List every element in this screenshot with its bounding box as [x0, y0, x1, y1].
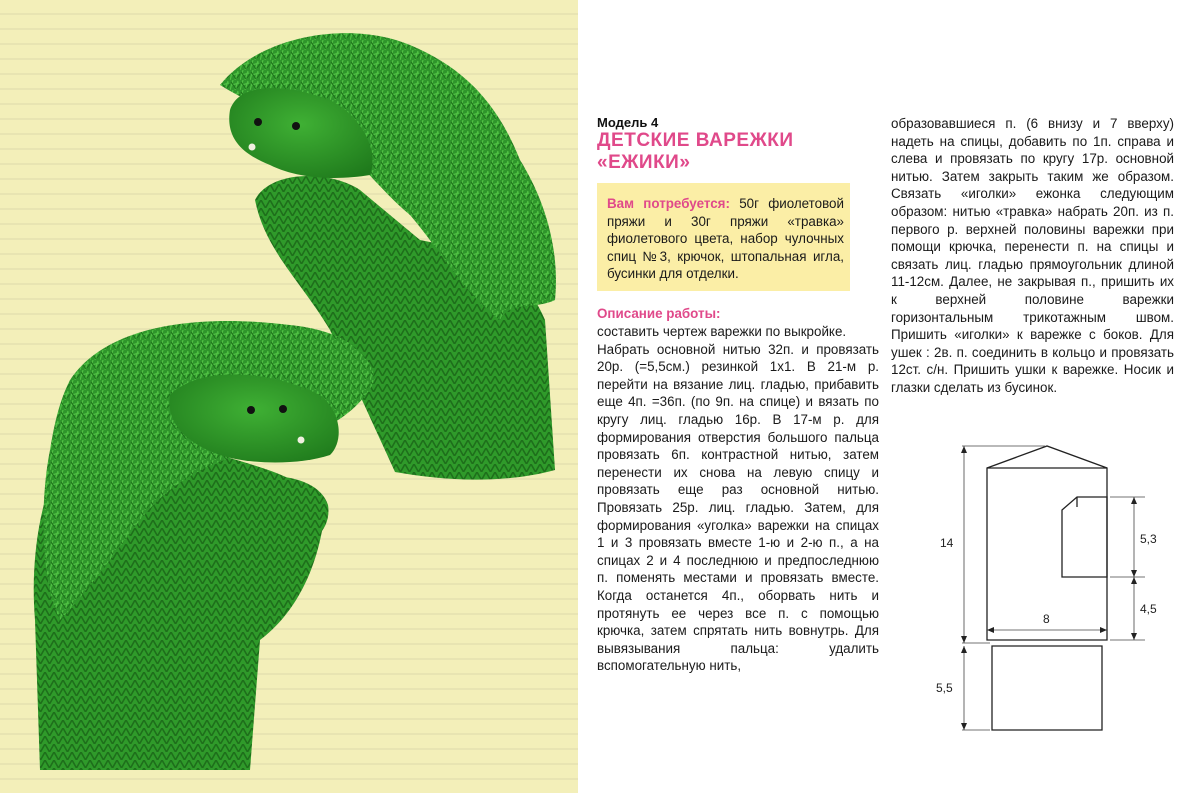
materials-lead: Вам потребуется:	[607, 196, 730, 211]
instructions-column-1	[597, 323, 879, 675]
eye-icon	[292, 122, 300, 130]
title-line-2: «ЕЖИКИ»	[597, 152, 691, 173]
article-title	[597, 130, 877, 174]
thumb-offset-label: 4,5	[1140, 602, 1157, 616]
width-label: 8	[1043, 612, 1050, 626]
instructions-text-1: составить чертеж варежки по выкройке. Набрать основной нитью 32п. и провязать 20р. (=5,5см.) резинкой 1х1. В 21-м р. перейти на вязание лиц. гладью, прибавить еще 4п. =36п. (по 9п. на спице) и вязать по кругу лиц. гладью 16р. В 17-м р. для формирования отверстия большого пальца провязать 6п. контрастной нитью, затем перенести их снова на левую спицу и провязать еще раз основной нитью. Провязать 25р. лиц. гладью. Затем, для формирования «уголка» варежки на спицах 1 и 3 провязать вместе 1-ю и 2-ю п., а на спицах 2 и 4 последнюю и предпоследнюю п. поменять местами и провязать вместе. Когда останется 4п., оборвать нить и протянуть ее через все п. с помощью крючка, затем спрятать нить вовнутрь. Для вывязывания пальца: удалить вспомогательную нить,	[597, 324, 879, 674]
cuff-outline	[992, 646, 1102, 730]
hedgehog-mittens-illustration	[0, 0, 578, 793]
eye-icon	[247, 406, 255, 414]
thumb-outline	[1062, 497, 1107, 577]
mitten-pattern-diagram	[900, 440, 1157, 740]
height-label: 14	[940, 536, 954, 550]
nose-bead-icon	[298, 437, 305, 444]
mitten-outline	[987, 446, 1107, 640]
mittens-photo	[0, 0, 578, 793]
description-heading: Описание работы:	[597, 306, 721, 321]
materials-box	[597, 183, 850, 291]
materials-text: 50г фиолетовой пряжи и 30г пряжи «травка» фиолетового цвета, набор чулочных спиц №3, крючок, штопальная игла, бусинки для отделки.	[607, 196, 844, 281]
title-line-1: ДЕТСКИЕ ВАРЕЖКИ	[597, 130, 794, 151]
thumb-length-label: 5,3	[1140, 532, 1157, 546]
eye-icon	[279, 405, 287, 413]
eye-icon	[254, 118, 262, 126]
instructions-text-2: образовавшиеся п. (6 внизу и 7 вверху) надеть на спицы, добавить по 1п. справа и слева и провязать по кругу 17р. основной нитью. Затем закрыть таким же образом. Связать «иголки» ежонка следующим образом: нитью «травка» набрать 20п. из п. первого р. верхней половины варежки при помощи крючка, перенести п. на спицы и связать лиц. гладью прямоугольник длиной 11-12см. Далее, не закрывая п., пришить их к верхней половине варежки горизонтальным трикотажным швом. Пришить «иголки» к варежке с боков. Для ушек : 2в. п. соединить в кольцо и провязать 12ст. с/н. Пришить ушки к варежке. Носик и глазки сделать из бусинок.	[891, 116, 1174, 395]
cuff-height-label: 5,5	[936, 681, 953, 695]
instructions-column-2	[891, 115, 1174, 397]
model-number: Модель 4	[597, 115, 659, 130]
nose-bead-icon	[249, 144, 256, 151]
